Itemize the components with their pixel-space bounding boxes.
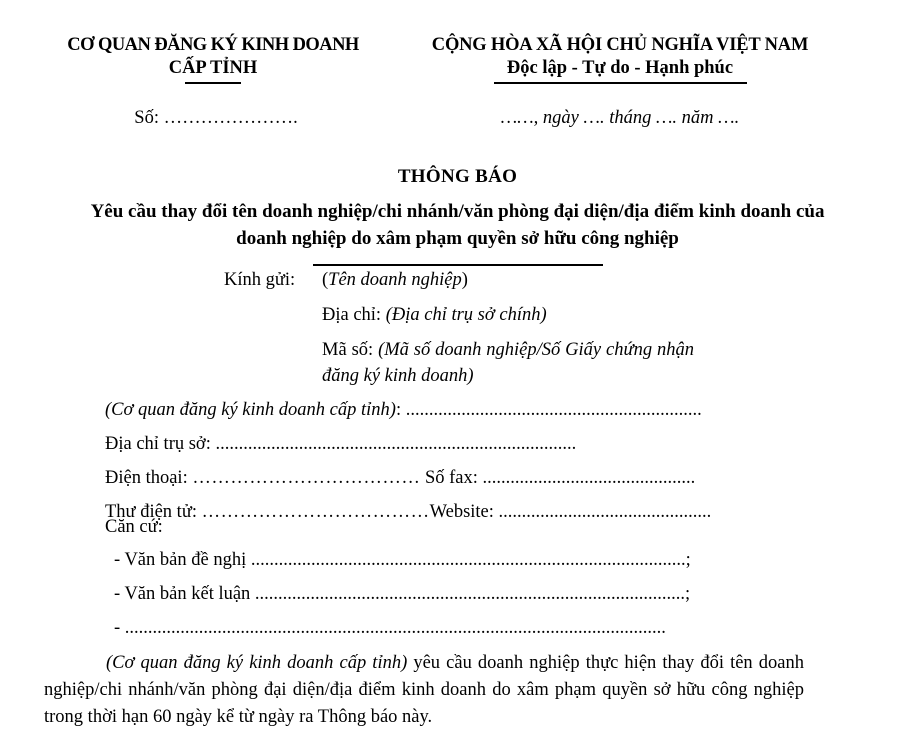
contact-fields <box>105 398 805 534</box>
header-left-underline <box>185 82 241 84</box>
legal-basis-item: - Văn bản đề nghị ..............................................................................................; <box>114 550 691 570</box>
field-email-dots: ……………………………… <box>201 502 430 522</box>
header-right-block <box>430 34 810 130</box>
legal-basis-item: - ..................................................................................................................... <box>114 618 666 638</box>
recipient-code-label: Mã số: <box>322 340 379 360</box>
field-fax-label: Số fax: <box>420 468 483 488</box>
recipient-address <box>322 302 694 328</box>
recipient-code-placeholder: (Mã số doanh nghiệp/Số Giấy chứng nhận đăng ký kinh doanh) <box>322 340 695 386</box>
issuing-agency-line2: CẤP TỈNH <box>168 58 258 78</box>
field-website-label: Website: <box>429 502 499 522</box>
national-title: CỘNG HÒA XÃ HỘI CHỦ NGHĨA VIỆT NAM <box>431 35 809 55</box>
field-phone-and-fax <box>105 466 805 490</box>
document-number-label: Số: …………………. <box>134 107 298 128</box>
document-header <box>0 34 915 134</box>
legal-basis-heading: Căn cứ: <box>105 517 163 537</box>
recipient-body <box>322 267 694 389</box>
closing-body-text: yêu cầu doanh nghiệp thực hiện thay đổi tên doanh nghiệp/chi nhánh/văn phòng đại diện/địa điểm kinh doanh do xâm phạm quyền sở hữu công nghiệp trong thời hạn 60 ngày kể từ ngày ra Thông báo này. <box>44 653 804 727</box>
field-address-dots: .............................................................................. <box>215 434 577 454</box>
field-email-label: Thư điện tử: <box>105 502 202 522</box>
page-title: THÔNG BÁO <box>397 166 518 187</box>
legal-basis-item: - Văn bản kết luận .............................................................................................; <box>114 584 691 604</box>
issuing-agency-line2-wrap <box>48 57 378 84</box>
closing-paragraph <box>44 650 804 731</box>
field-address-label: Địa chỉ trụ sở: <box>105 434 216 454</box>
document-subtitle-line2: doanh nghiệp do xâm phạm quyền sở hữu công nghiệp <box>236 228 679 249</box>
document-subtitle-line1: Yêu cầu thay đổi tên doanh nghiệp/chi nhánh/văn phòng đại diện/địa điểm kinh doanh của <box>90 201 825 222</box>
recipient-label: Kính gửi: <box>224 270 296 290</box>
legal-basis-section <box>105 515 805 650</box>
document-subtitle <box>40 198 875 252</box>
paren-open: ( <box>322 270 329 290</box>
field-head-office-address <box>105 432 805 456</box>
field-phone-dots: ……………………………… <box>192 468 421 488</box>
field-agency <box>105 398 805 422</box>
field-phone-label: Điện thoại: <box>105 468 193 488</box>
recipient-address-placeholder: (Địa chỉ trụ sở chính) <box>385 305 547 325</box>
header-right-underline <box>494 82 747 84</box>
field-agency-label: (Cơ quan đăng ký kinh doanh cấp tỉnh) <box>105 400 396 420</box>
field-website-dots: .............................................. <box>498 502 712 522</box>
title-block <box>40 164 875 266</box>
issuing-agency-line1: CƠ QUAN ĐĂNG KÝ KINH DOANH <box>67 35 359 55</box>
date-line: ……, ngày …. tháng …. năm …. <box>500 107 740 128</box>
field-fax-dots: .............................................. <box>482 468 696 488</box>
title-divider <box>313 264 603 266</box>
header-left-block <box>48 34 378 130</box>
recipient-company-name-placeholder: Tên doanh nghiệp <box>328 270 462 290</box>
recipient-address-label: Địa chỉ: <box>322 305 386 325</box>
national-motto-wrap <box>430 57 810 84</box>
paren-close: ) <box>461 270 468 290</box>
national-motto: Độc lập - Tự do - Hạnh phúc <box>506 58 734 78</box>
recipient-company-name <box>322 267 694 293</box>
field-agency-dots: : ................................................................ <box>395 400 702 420</box>
recipient-code <box>322 337 694 389</box>
closing-agency-placeholder: (Cơ quan đăng ký kinh doanh cấp tỉnh) <box>106 653 408 673</box>
